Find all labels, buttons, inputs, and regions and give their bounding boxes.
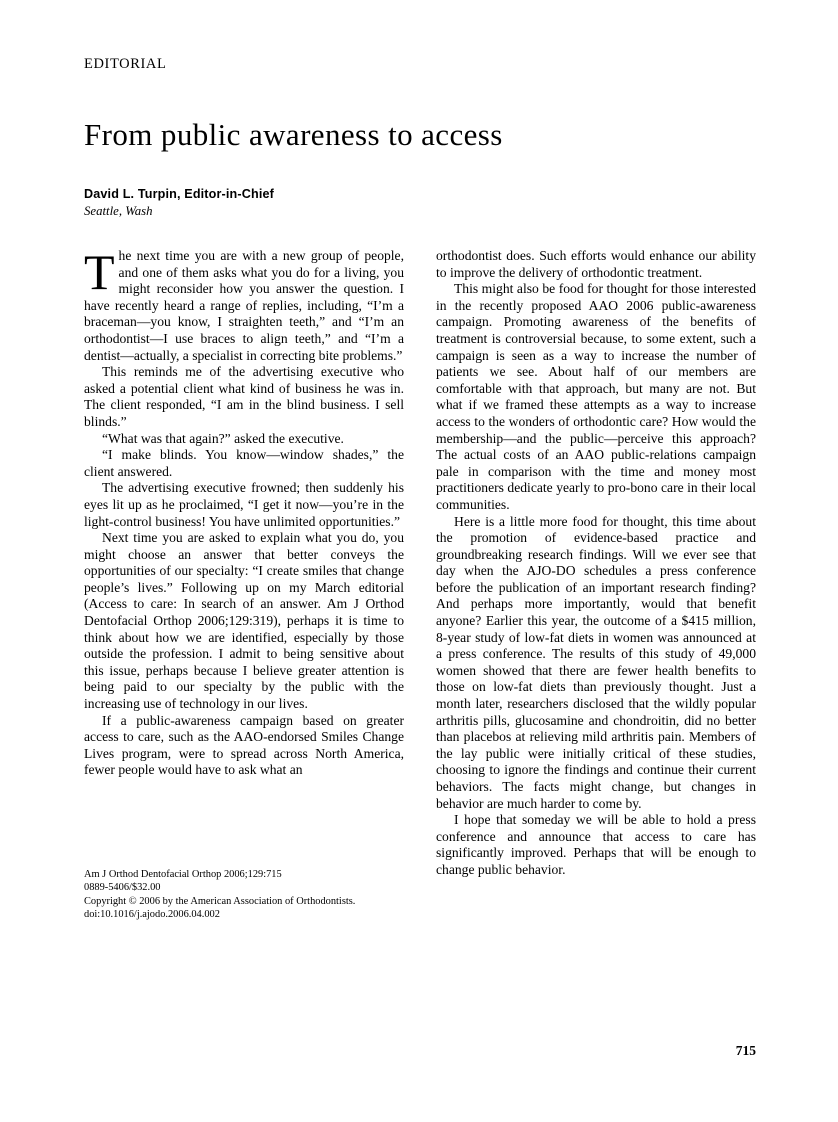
page-number: 715 <box>735 1043 756 1058</box>
article-body <box>84 244 756 879</box>
column-right <box>436 248 756 879</box>
paragraph: This reminds me of the advertising executive who asked a potential client what kind of business he was in. The client responded, “I am in the blind business. I sell blinds.” <box>84 364 404 429</box>
paragraph: I hope that someday we will be able to hold a press conference and announce that access to care has significantly improved. Perhaps that will be enough to change public behavior. <box>436 812 756 877</box>
footnote-doi: doi:10.1016/j.ajodo.2006.04.002 <box>84 909 220 921</box>
column-left <box>84 244 404 879</box>
paragraph: Next time you are asked to explain what you do, you might choose an answer that better conveys the opportunities of our specialty: “I create smiles that change people’s lives.” Following up on my March editorial (Access to care: In search of an answer. Am J Orthod Dentofacial Orthop 2006;129:319), perhaps it is time to think about how we are identified, especially by those outside the profession. I admit to being sensitive about this issue, perhaps because I believe greater attention is being paid to our specialty by the public with the increasing use of technology in our lives. <box>84 530 404 712</box>
paragraph: Here is a little more food for thought, this time about the promotion of evidence-based practice and groundbreaking research findings. Will we ever see that day when the AJO-DO schedules a press conference before the publication of an important research finding? And perhaps more importantly, would that benefit anyone? Earlier this year, the outcome of a $415 million, 8-year study of low-fat diets in women was announced at a press conference. The results of this study of 49,000 women showed that there are fewer health benefits to those on low-fat diets than previously thought. Just a month later, researchers disclosed that the wildly popular arthritis pills, glucosamine and chondroitin, did no better than placebos at relieving mild arthritis pain. Members of the lay public were initially critical of these studies, choosing to ignore the findings and continue their current behaviors. The facts might change, but changes in behavior are much harder to come by. <box>436 513 756 811</box>
footnote-issn: 0889-5406/$32.00 <box>84 882 161 894</box>
drop-cap: T <box>84 244 115 300</box>
footnote-copyright: Copyright © 2006 by the American Association of Orthodontists. <box>84 895 356 907</box>
paragraph: “I make blinds. You know—window shades,” the client answered. <box>84 447 404 479</box>
author-affiliation: Seattle, Wash <box>84 204 153 218</box>
page-title: From public awareness to access <box>84 117 503 152</box>
paragraph: This might also be food for thought for those interested in the recently proposed AAO 2006 public-awareness campaign. Promoting awareness of the benefits of treatment is controversial because, to some extent, such a campaign is seen as a way to increase the number of patients we see. About half of our members are comfortable with that approach, but many are not. But what if we framed these attempts as a way to increase access to the wonders of orthodontic care? How would the membership—and the public—perceive this approach? The actual costs of an AAO public-relations campaign pale in comparison with the time and money most practitioners dedicate yearly to pro-bono care in their local communities. <box>436 281 756 512</box>
author-byline: David L. Turpin, Editor-in-Chief <box>84 187 274 201</box>
paragraph-text: he next time you are with a new group of people, and one of them asks what you do for a living, you might reconsider how you answer the question. I have recently heard a range of replies, including, “I’m a braceman—you know, I straighten teeth,” and “I’m an orthodontist—I use braces to align teeth,” and “I’m a dentist—actually, a specialist in correcting bite problems.” <box>84 248 404 363</box>
paragraph: “What was that again?” asked the executive. <box>102 430 344 446</box>
section-kicker: EDITORIAL <box>84 56 167 72</box>
paragraph: The advertising executive frowned; then suddenly his eyes lit up as he proclaimed, “I get it now—you’re in the light-control business! You have unlimited opportunities.” <box>84 480 404 529</box>
paragraph <box>84 244 404 364</box>
footnote-citation: Am J Orthod Dentofacial Orthop 2006;129:715 <box>84 869 282 880</box>
article-header <box>84 56 756 219</box>
footnote-block <box>84 866 414 922</box>
paragraph: orthodontist does. Such efforts would enhance our ability to improve the delivery of orthodontic treatment. <box>436 248 756 280</box>
paragraph: If a public-awareness campaign based on greater access to care, such as the AAO-endorsed Smiles Change Lives program, were to spread across North America, fewer people would have to ask what an <box>84 712 404 778</box>
